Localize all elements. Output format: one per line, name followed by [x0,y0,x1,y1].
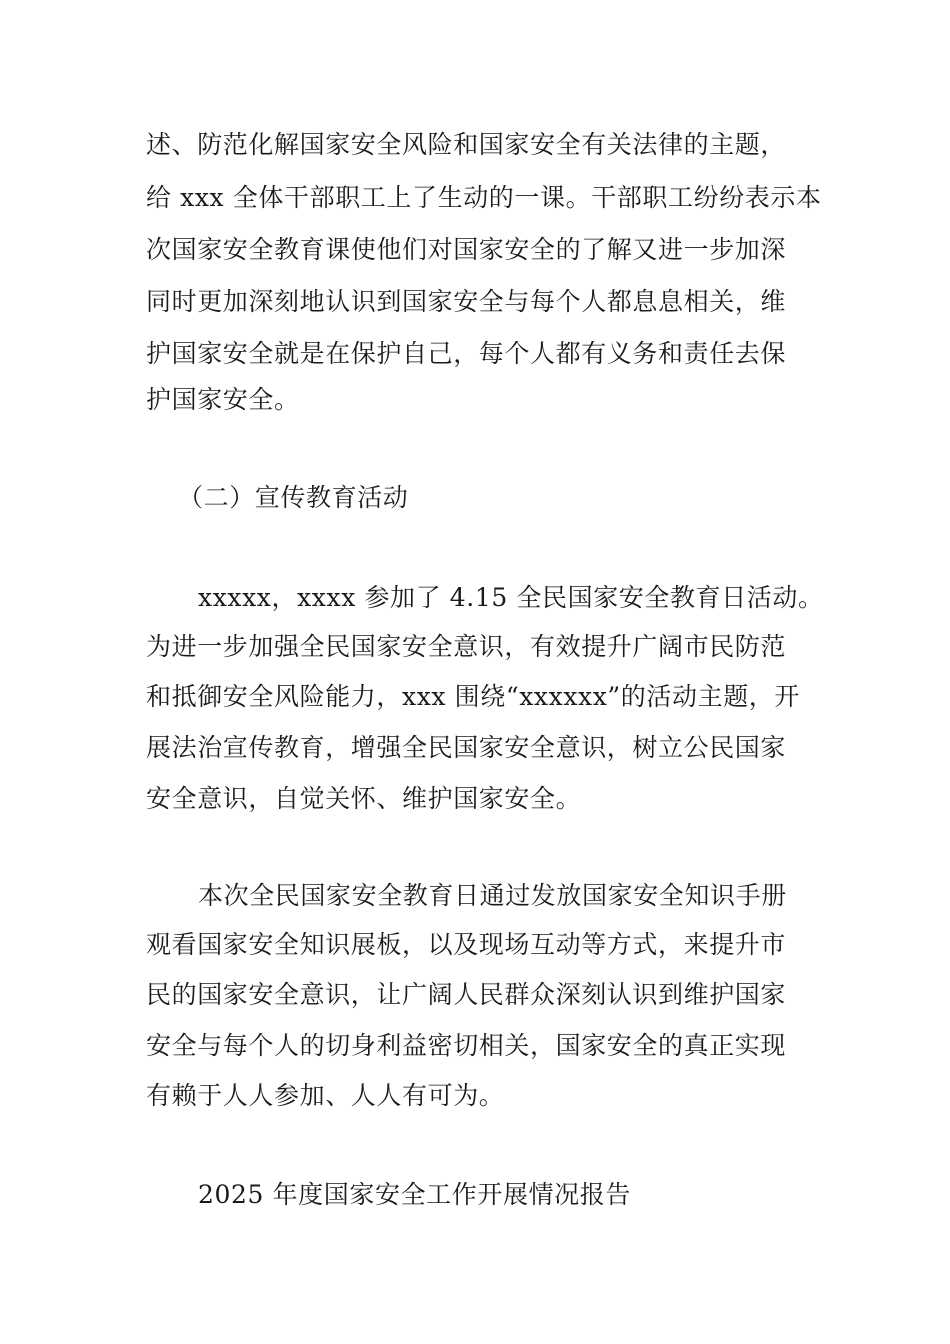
paragraph-line: 展法治宣传教育，增强全民国家安全意识，树立公民国家 [146,733,787,762]
paragraph-line: 本次全民国家安全教育日通过发放国家安全知识手册 [198,881,787,910]
section-heading: （二）宣传教育活动 [178,483,409,512]
paragraph-line: 有赖于人人参加、人人有可为。 [146,1081,505,1110]
report-title: 2025 年度国家安全工作开展情况报告 [198,1180,631,1209]
paragraph-line: 观看国家安全知识展板，以及现场互动等方式，来提升市 [146,930,787,959]
paragraph-line: 给 xxx 全体干部职工上了生动的一课。干部职工纷纷表示本 [146,183,822,212]
paragraph-line: 护国家安全。 [146,385,300,414]
paragraph-line: 为进一步加强全民国家安全意识，有效提升广阔市民防范 [146,632,787,661]
paragraph-line: 同时更加深刻地认识到国家安全与每个人都息息相关，维 [146,287,787,316]
paragraph-line: 护国家安全就是在保护自己，每个人都有义务和责任去保 [146,339,787,368]
paragraph-line: 安全意识，自觉关怀、维护国家安全。 [146,784,582,813]
paragraph-line: 述、防范化解国家安全风险和国家安全有关法律的主题， [146,130,787,159]
paragraph-line: 和抵御安全风险能力，xxx 围绕“xxxxxx”的活动主题，开 [146,682,801,711]
paragraph-line: 民的国家安全意识，让广阔人民群众深刻认识到维护国家 [146,980,787,1009]
paragraph-line: 安全与每个人的切身利益密切相关，国家安全的真正实现 [146,1031,787,1060]
paragraph-line: xxxxx，xxxx 参加了 4.15 全民国家安全教育日活动。 [198,583,824,612]
paragraph-line: 次国家安全教育课使他们对国家安全的了解又进一步加深 [146,235,787,264]
